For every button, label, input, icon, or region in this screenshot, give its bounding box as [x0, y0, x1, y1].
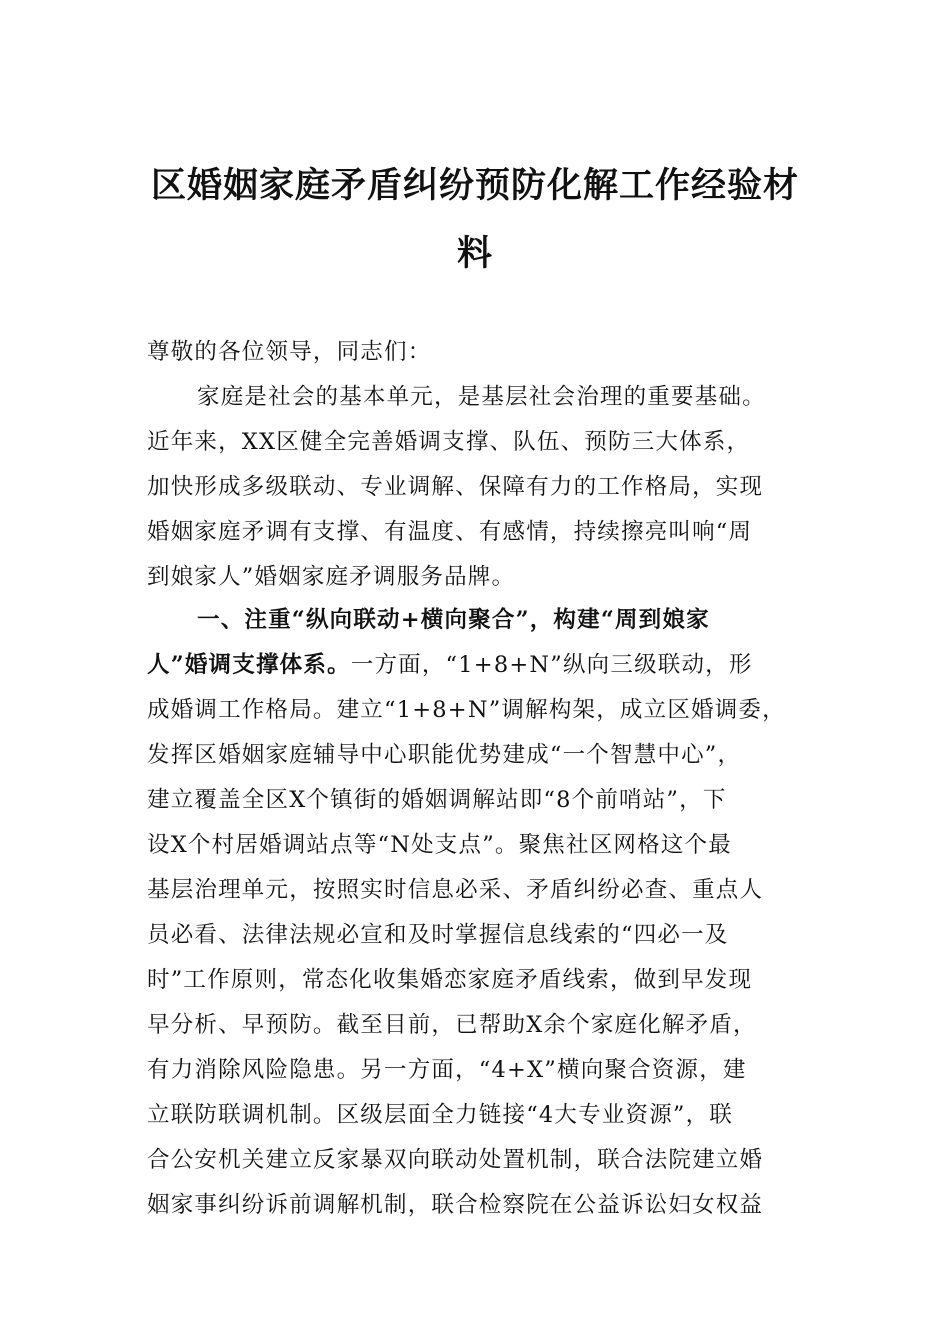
section1-body-line-3: 建立覆盖全区X个镇街的婚姻调解站即“8个前哨站”，下 [147, 787, 727, 813]
salutation: 尊敬的各位领导，同志们： [147, 339, 432, 365]
intro-line-1: 家庭是社会的基本单元，是基层社会治理的重要基础。 [197, 384, 766, 410]
section1-body-line-12: 姻家事纠纷诉前调解机制，联合检察院在公益诉讼妇女权益 [147, 1192, 764, 1218]
intro-line-2: 近年来，XX区健全完善婚调支撑、队伍、预防三大体系， [147, 429, 751, 455]
section1-heading-rest: 一方面，“1+8+N”纵向三级联动，形 [350, 652, 753, 678]
section1-heading-line-1: 一、注重“纵向联动+横向聚合”，构建“周到娘家 [197, 607, 710, 633]
section1-body-line-5: 基层治理单元，按照实时信息必采、矛盾纠纷必查、重点人 [147, 877, 764, 903]
section1-heading-line-2 [147, 650, 753, 680]
section1-heading-bold: 人”婚调支撑体系。 [147, 652, 351, 678]
intro-line-5: 到娘家人”婚姻家庭矛调服务品牌。 [147, 564, 516, 590]
section1-body-line-10: 立联防联调机制。区级层面全力链接“4大专业资源”，联 [147, 1102, 734, 1128]
section1-body-line-6: 员必看、法律法规必宣和及时掌握信息线索的“四必一及 [147, 922, 729, 948]
document-title-line-2: 料 [456, 233, 493, 274]
section1-body-line-1: 成婚调工作格局。建立“1+8+N”调解构架，成立区婚调委， [147, 697, 786, 723]
document-title-line-1: 区婚姻家庭矛盾纠纷预防化解工作经验材 [150, 165, 799, 206]
intro-line-3: 加快形成多级联动、专业调解、保障有力的工作格局，实现 [147, 474, 764, 500]
section1-body-line-8: 早分析、早预防。截至目前，已帮助X余个家庭化解矛盾， [147, 1012, 757, 1038]
section1-body-line-7: 时”工作原则，常态化收集婚恋家庭矛盾线索，做到早发现 [147, 967, 753, 993]
section1-body-line-2: 发挥区婚姻家庭辅导中心职能优势建成“一个智慧中心”， [147, 742, 742, 768]
section1-body-line-9: 有力消除风险隐患。另一方面，“4+X”横向聚合资源，建 [147, 1057, 747, 1083]
section1-body-line-4: 设X个村居婚调站点等“N处支点”。聚焦社区网格这个最 [147, 832, 732, 858]
section1-body-line-11: 合公安机关建立反家暴双向联动处置机制，联合法院建立婚 [147, 1147, 764, 1173]
intro-line-4: 婚姻家庭矛调有支撑、有温度、有感情，持续擦亮叫响“周 [147, 519, 753, 545]
